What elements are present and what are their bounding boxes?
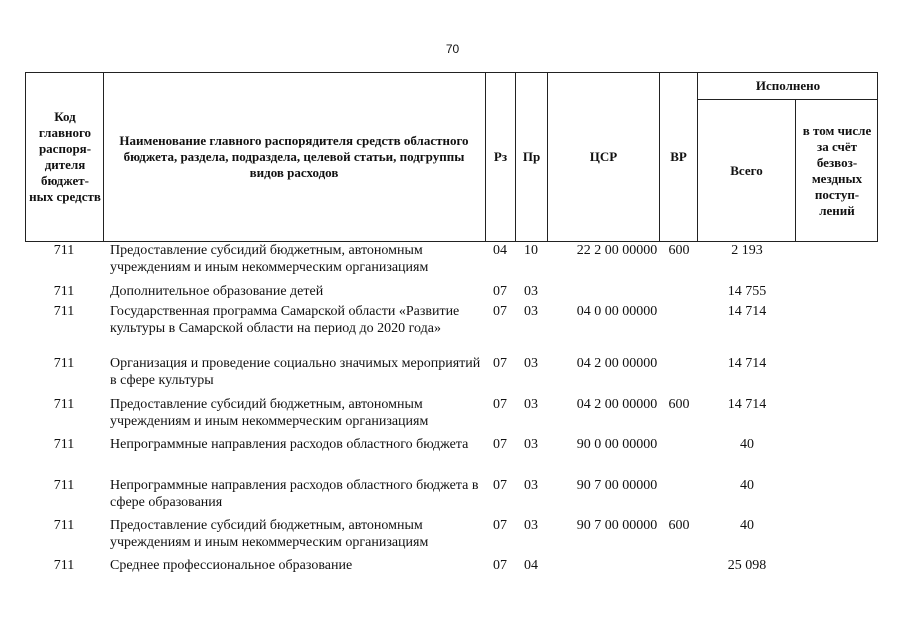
cell-total: 14 755 [727, 284, 767, 299]
header-executed: Исполнено [755, 77, 821, 93]
cell-pr: 03 [524, 284, 538, 299]
cell-csr: 90 7 00 00000 [576, 478, 658, 493]
cell-rz: 07 [493, 558, 507, 573]
cell-rz: 07 [493, 478, 507, 493]
cell-total: 14 714 [727, 356, 767, 371]
cell-csr: 04 0 00 00000 [576, 304, 658, 319]
cell-name: Среднее профессиональное образование [110, 558, 353, 573]
cell-name: Предоставление субсидий бюджетным, автономным учреждениям и иным некоммерческим организациям [110, 243, 429, 275]
header-name: Наименование главного распорядителя средств областного бюджета, раздела, подраздела, целевой статьи, подгруппы видов расходов [119, 133, 469, 180]
cell-pr: 04 [524, 558, 538, 573]
cell-rz: 07 [493, 397, 507, 412]
header-code: Код главного распоря-дителя бюджет-ных средств [29, 109, 101, 204]
page-number: 70 [445, 42, 460, 56]
cell-pr: 03 [524, 356, 538, 371]
table-header [25, 72, 878, 242]
cell-name: Организация и проведение социально значимых мероприятий в сфере культуры [110, 356, 481, 388]
cell-pr: 03 [524, 397, 538, 412]
cell-total: 40 [740, 478, 754, 493]
cell-rz: 07 [493, 437, 507, 452]
cell-total: 40 [740, 437, 754, 452]
cell-total: 2 193 [731, 243, 763, 258]
cell-pr: 03 [524, 437, 538, 452]
cell-csr: 04 2 00 00000 [576, 356, 658, 371]
cell-name: Государственная программа Самарской области «Развитие культуры в Самарской области на период до 2020 года» [110, 304, 460, 336]
cell-name: Непрограммные направления расходов областного бюджета [110, 437, 469, 452]
cell-rz: 07 [493, 304, 507, 319]
cell-name: Непрограммные направления расходов областного бюджета в сфере образования [110, 478, 479, 510]
cell-code: 711 [53, 437, 75, 452]
cell-pr: 10 [524, 243, 538, 258]
cell-code: 711 [53, 284, 75, 299]
cell-vr: 600 [668, 518, 690, 533]
col-divider [103, 72, 104, 242]
header-pr: Пр [522, 149, 541, 164]
cell-code: 711 [53, 518, 75, 533]
cell-rz: 07 [493, 356, 507, 371]
header-free: в том числе за счёт безвоз-мездных поступ-лений [802, 123, 872, 218]
header-rz: Рз [493, 149, 508, 164]
header-border-left [25, 72, 26, 242]
cell-vr: 600 [668, 397, 690, 412]
cell-rz: 07 [493, 284, 507, 299]
cell-pr: 03 [524, 518, 538, 533]
cell-csr: 90 0 00 00000 [576, 437, 658, 452]
header-total: Всего [730, 163, 763, 178]
cell-code: 711 [53, 356, 75, 371]
header-csr: ЦСР [589, 149, 618, 164]
cell-code: 711 [53, 397, 75, 412]
header-vr: ВР [670, 149, 687, 164]
cell-pr: 03 [524, 304, 538, 319]
cell-csr: 90 7 00 00000 [576, 518, 658, 533]
cell-vr: 600 [668, 243, 690, 258]
cell-code: 711 [53, 243, 75, 258]
col-divider [795, 99, 796, 242]
cell-code: 711 [53, 478, 75, 493]
cell-name: Предоставление субсидий бюджетным, автономным учреждениям и иным некоммерческим организациям [110, 397, 429, 429]
cell-code: 711 [53, 304, 75, 319]
cell-name: Дополнительное образование детей [110, 284, 324, 299]
cell-total: 40 [740, 518, 754, 533]
cell-name: Предоставление субсидий бюджетным, автономным учреждениям и иным некоммерческим организациям [110, 518, 429, 550]
cell-csr: 22 2 00 00000 [576, 243, 658, 258]
cell-code: 711 [53, 558, 75, 573]
cell-total: 14 714 [727, 397, 767, 412]
cell-rz: 04 [493, 243, 507, 258]
cell-pr: 03 [524, 478, 538, 493]
cell-csr: 04 2 00 00000 [576, 397, 658, 412]
cell-rz: 07 [493, 518, 507, 533]
cell-total: 14 714 [727, 304, 767, 319]
cell-total: 25 098 [727, 558, 767, 573]
